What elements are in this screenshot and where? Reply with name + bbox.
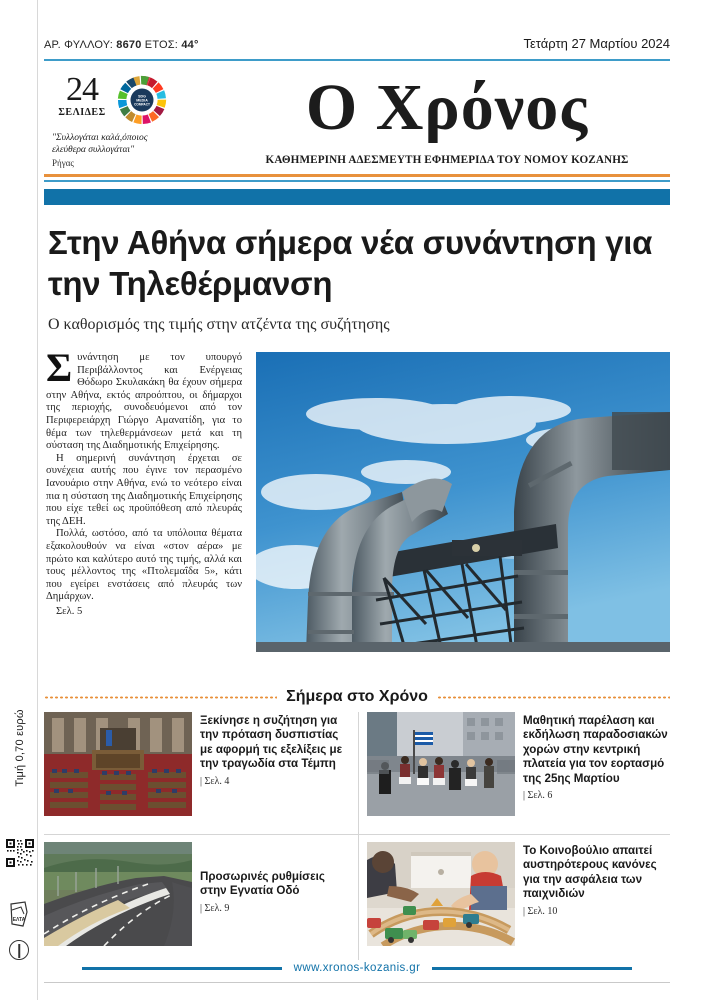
publication-date: Τετάρτη 27 Μαρτίου 2024 bbox=[523, 36, 670, 51]
issue-info bbox=[44, 39, 199, 51]
brief-page-ref: | Σελ. 9 bbox=[200, 902, 230, 914]
greek-parliament-photo bbox=[44, 712, 192, 816]
lead-body bbox=[46, 345, 242, 618]
dotted-rule-left bbox=[44, 696, 277, 699]
svg-text:COMPACT: COMPACT bbox=[134, 102, 150, 107]
lead-dropcap: Σ bbox=[46, 345, 73, 390]
svg-text:ΕΛΤΑ: ΕΛΤΑ bbox=[12, 917, 26, 923]
brief-title: Μαθητική παρέλαση και εκδήλωση παραδοσιακών χορών στην κεντρική πλατεία για τον εορτασμό της 25ης Μαρτίου bbox=[523, 714, 668, 785]
sdg-media-compact-wheel-icon bbox=[116, 74, 168, 126]
egnatia-highway-photo bbox=[44, 842, 192, 946]
issue-number: 8670 bbox=[116, 39, 142, 51]
svg-text:SDG: SDG bbox=[138, 94, 146, 99]
pages-badge bbox=[52, 71, 112, 118]
motto-quote: "Συλλογάται καλά,όποιος ελεύθερα συλλογάται" bbox=[52, 133, 148, 155]
lead-paragraph-3: Πολλά, ωστόσο, από τα υπόλοιπα θέματα εξακολουθούν να είναι «στον αέρα» με πρώτο και καλύτερο αυτό της τιμής, αλλά και τους μέλλοντος της «Πτολεμαΐδα 5», κάτι που εγείρει ενστάσεις από πλευράς των Δημάρχων. bbox=[46, 528, 242, 603]
brief-text bbox=[200, 712, 347, 830]
website-url[interactable]: www.xronos-kozanis.gr bbox=[293, 962, 421, 974]
brief-item[interactable] bbox=[44, 842, 347, 960]
today-section-label: Σήμερα στο Χρόνο bbox=[286, 688, 428, 705]
lead-page-ref: Σελ. 5 bbox=[56, 605, 83, 617]
dotted-rule-right bbox=[437, 696, 670, 699]
masthead bbox=[44, 70, 670, 170]
paper-subtitle: ΚΑΘΗΜΕΡΙΝΗ ΑΔΕΣΜΕΥΤΗ ΕΦΗΜΕΡΙΔΑ ΤΟΥ ΝΟΜΟΥ ΚΟΖΑΝΗΣ bbox=[265, 154, 629, 166]
brief-page-ref: | Σελ. 6 bbox=[523, 790, 553, 802]
year-value: 44° bbox=[181, 39, 199, 51]
lead-paragraph-2: Η σημερινή συνάντηση έρχεται σε συνέχεια αυτής που έγινε τον περασμένο Ιανουάριο στην Αθήνα, ενώ το νεότερο είναι πια η σύσταση της Διαδημοτικής Επιχείρησης που είχε τεθεί ως προϋπόθεση από πλευράς της ΔΕΗ. bbox=[46, 452, 242, 527]
brief-text bbox=[523, 712, 670, 830]
children-toys-photo bbox=[367, 842, 515, 946]
brief-title: Προσωρινές ρυθμίσεις στην Εγνατία Οδό bbox=[200, 870, 325, 898]
footer-rule-right bbox=[432, 967, 632, 970]
year-label: ΕΤΟΣ: bbox=[144, 39, 179, 51]
motto-block bbox=[52, 132, 182, 169]
lead-headline: Στην Αθήνα σήμερα νέα συνάντηση για την Τηλεθέρμανση bbox=[48, 224, 653, 302]
brief-text bbox=[523, 842, 670, 960]
divider-blue-top bbox=[44, 59, 670, 61]
issue-label: ΑΡ. ΦΥΛΛΟΥ: bbox=[44, 39, 113, 51]
industrial-pipelines-photo bbox=[256, 352, 670, 652]
qr-code[interactable] bbox=[5, 838, 35, 868]
brief-page-ref: | Σελ. 10 bbox=[523, 905, 558, 917]
lead-paragraph-1 bbox=[46, 345, 242, 453]
topline bbox=[44, 36, 670, 51]
divider-orange bbox=[44, 174, 670, 177]
bottom-edge-line bbox=[44, 982, 670, 983]
today-brief-grid bbox=[44, 712, 670, 960]
footer bbox=[44, 962, 670, 974]
divider-blue-thin bbox=[44, 180, 670, 182]
brief-title: Το Κοινοβούλιο απαιτεί αυστηρότερους κανόνες για την ασφάλεια των παιχνιδιών bbox=[523, 844, 657, 901]
lead-subheadline: Ο καθορισμός της τιμής στην ατζέντα της συζήτησης bbox=[48, 316, 390, 333]
paper-title: Ο Χρόνος bbox=[305, 71, 589, 144]
press-seal-icon bbox=[9, 940, 29, 960]
pages-count: 24 bbox=[66, 71, 98, 108]
brief-item[interactable] bbox=[367, 712, 670, 830]
grid-horizontal-divider bbox=[44, 834, 670, 835]
divider-blue-bar bbox=[44, 189, 670, 205]
motto-author: Ρήγας bbox=[52, 158, 74, 168]
grid-vertical-divider bbox=[358, 712, 359, 960]
brief-page-ref: | Σελ. 4 bbox=[200, 775, 230, 787]
price-label: Τιμή 0,70 ευρώ bbox=[14, 709, 26, 787]
brief-title: Ξεκίνησε η συζήτηση για την πρόταση δυσπιστίας με αφορμή τις εξελίξεις με την τραγωδία στα Τέμπη bbox=[200, 714, 343, 771]
brief-item[interactable] bbox=[367, 842, 670, 960]
left-rail bbox=[0, 0, 38, 1000]
today-section-divider bbox=[44, 688, 670, 706]
brief-item[interactable] bbox=[44, 712, 347, 830]
footer-rule-left bbox=[82, 967, 282, 970]
student-parade-photo bbox=[367, 712, 515, 816]
svg-text:MEDIA: MEDIA bbox=[136, 98, 148, 103]
pages-label: ΣΕΛΙΔΕΣ bbox=[58, 107, 106, 118]
lead-paragraph-1-text: υνάντηση με τον υπουργό Περιβάλλοντος και Ενέργειας Θόδωρο Σκυλακάκη θα έχουν σήμερα στην Αθήνα, εκτός απροόπτου, οι δήμαρχοι της περιοχής, συνοδευόμενοι από τον Περιφερειάρχη Γιώργο Αμανατίδη, για το θέμα των τηλεθερμάνσεων μετά και τη σύσταση της Διαδημοτικής Επιχείρησης. bbox=[46, 352, 242, 452]
brief-text bbox=[200, 842, 347, 960]
elta-post-logo bbox=[7, 900, 31, 930]
